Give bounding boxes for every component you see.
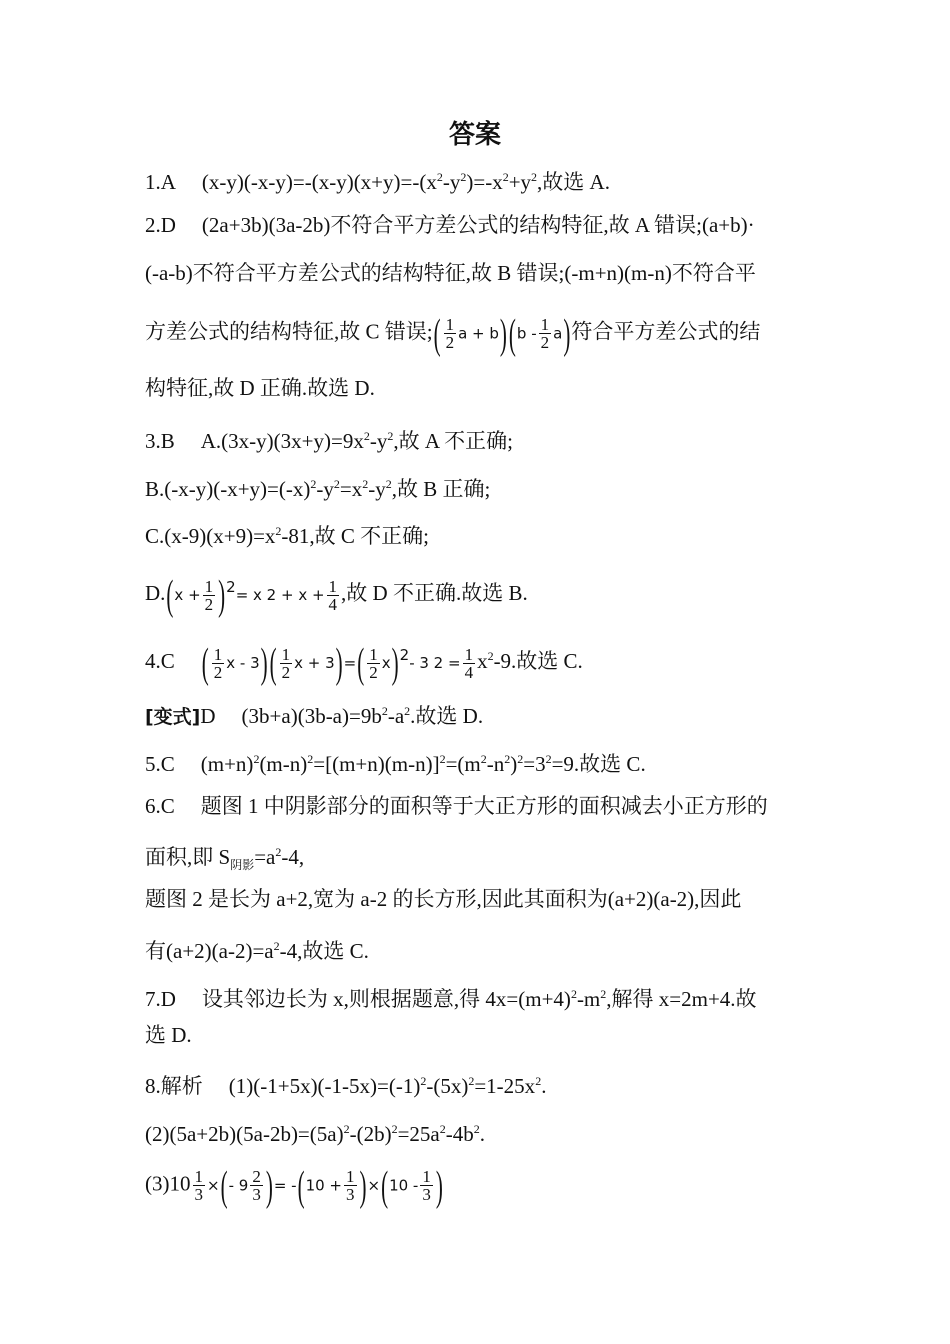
answer-1: 1.A $(x-y)(-x-y)=-(x-y)(x+y)=-(x^2-y^2)=-x^2+y^2$,故选 A. [145,162,610,197]
answer-number: 7.D [145,987,176,1011]
answer-6-line-1: 6.C 题图 1 中阴影部分的面积等于大正方形的面积减去小正方形的 [145,791,768,821]
answer-number: 4.C [145,649,175,673]
answer-2-line-3: 方差公式的结构特征,故 C 错误;( $\frac{1}{2}$ a + b)(b - $\frac{1}{2}$ a)符合平方差公式的结 [145,309,761,358]
answer-6-line-4: 有$(a+2)(a-2)=a^2-4$,故选 C. [145,939,369,963]
answer-number: 6.C [145,794,175,818]
fraction-one-half: $\frac{1}{2}$ [445,315,455,352]
answer-2-line-2: (-a-b)不符合平方差公式的结构特征,故 B 错误;(-m+n)(m-n)不符合平 [145,261,756,285]
answer-3-line-3: $C.(x-9)(x+9)=x^2-81$,故 C 不正确; [145,524,430,548]
fraction-one-half: $\frac{1}{2}$ [540,315,550,352]
answer-4: 4.C ( $\frac{1}{2}$ x - 3)( $\frac{1}{2}$ x + 3)=( $\frac{1}{2}$ x)$^2$- 3 2 = $\frac{1}{4}$ $x^2-9$.故选 C. [145,639,583,688]
answer-7-line-1: 7.D 设其邻边长为 x,则根据题意,得 $4x=(m+4)^2-m^2$,解得 x=2m+4.故 [145,979,757,1014]
fraction-one-half: $\frac{1}{2}$ [204,576,214,614]
answer-variant: [变式]D $(3b+a)(3b-a)=9b^2-a^2$.故选 D. [145,704,484,728]
answer-number: 5.C [145,752,175,776]
answer-7-line-2: 选 D. [145,1023,192,1047]
answer-number: 2.D [145,213,176,237]
answer-3-line-4: D.(x + $\frac{1}{2}$ )$^2$= x 2 + x + $\frac{1}{4}$ ,故 D 不正确.故选 B. [145,571,528,620]
answer-3-line-2: $B.(-x-y)(-x+y)=(-x)^2-y^2=x^2-y^2$,故 B 正确; [145,477,491,501]
answer-number: 3.B [145,429,175,453]
answer-8-line-1: 8.解析 $(1)(-1+5x)(-1-5x)=(-1)^2-(5x)^2=1-25x^2$. [145,1066,546,1101]
answer-3-line-1: 3.B $A.(3x-y)(3x+y)=9x^2-y^2$,故 A 不正确; [145,421,513,456]
fraction-one-quarter: $\frac{1}{4}$ [328,576,338,614]
answer-number: 1.A [145,170,176,194]
answer-number: 8.解析 [145,1074,203,1098]
answer-2-line-1: 2.D (2a+3b)(3a-2b)不符合平方差公式的结构特征,故 A 错误;(a+b)· [145,210,755,240]
answer-2-line-4: 构特征,故 D 正确.故选 D. [145,376,375,400]
answer-6-line-3: 题图 2 是长为 a+2,宽为 a-2 的长方形,因此其面积为(a+2)(a-2),因此 [145,887,742,911]
answer-8-line-3: (3)10 $\frac{1}{3}$ ×(- 9 $\frac{2}{3}$ )= -(10 + $\frac{1}{3}$ )×(10 - $\frac{1}{3}$ ) [145,1161,443,1210]
answer-6-line-2: 面积,即 $S_{阴影}=a^2-4$, [145,845,305,873]
answer-5: 5.C $(m+n)^2(m-n)^2=[(m+n)(m-n)]^2=(m^2-n^2)^2=3^2=9$.故选 C. [145,744,646,779]
page-title: 答案 [448,120,501,150]
answer-8-line-2: $(2)(5a+2b)(5a-2b)=(5a)^2-(2b)^2=25a^2-4b^2$. [145,1122,485,1146]
